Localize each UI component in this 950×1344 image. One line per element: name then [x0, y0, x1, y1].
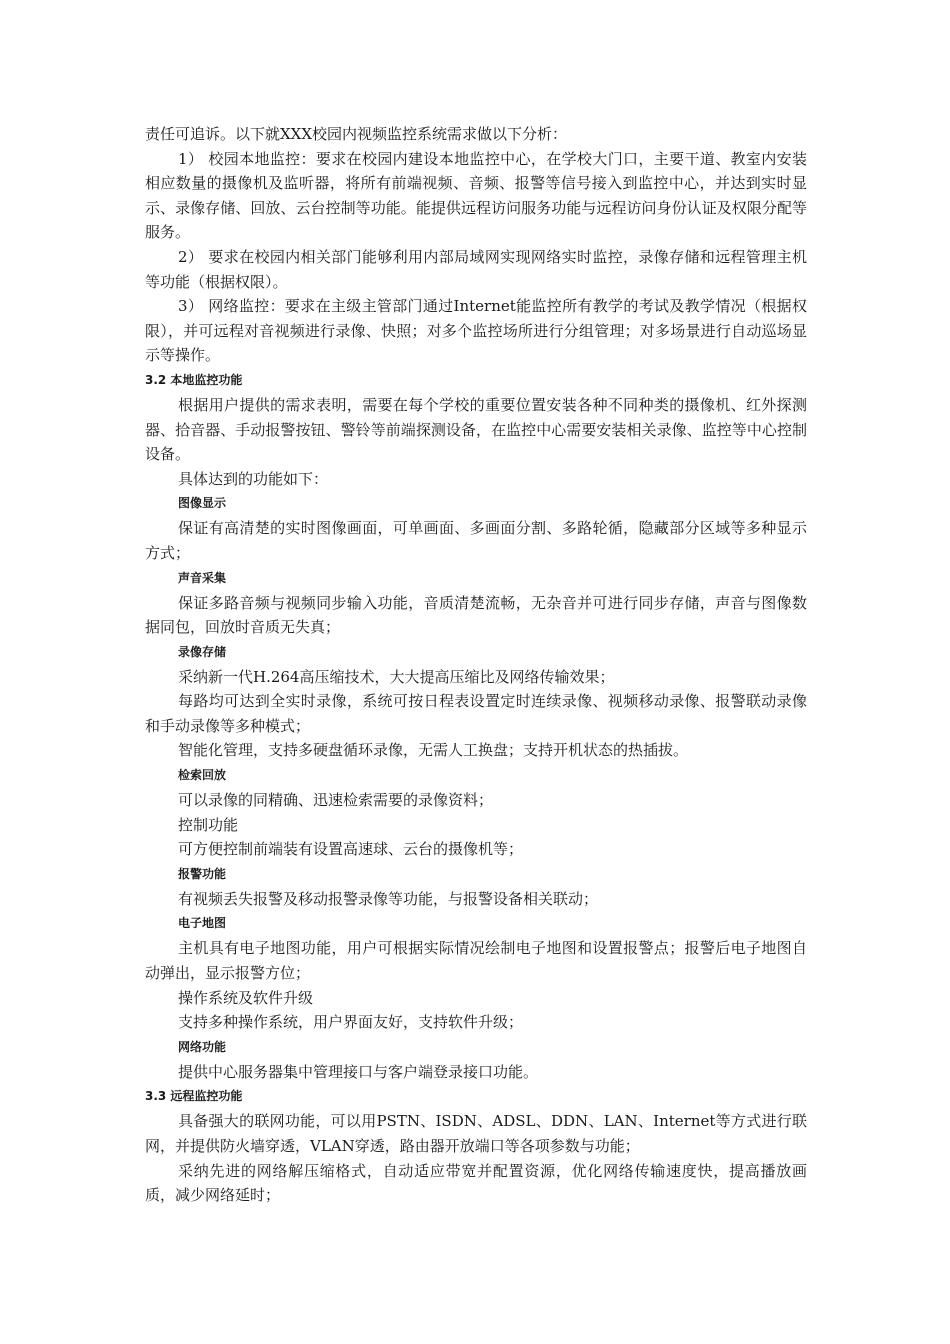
section-heading: 3.3 远程监控功能: [145, 1089, 243, 1104]
paragraph: 可方便控制前端装有设置高速球、云台的摄像机等；: [178, 840, 524, 859]
paragraph: 提供中心服务器集中管理接口与客户端登录接口功能。: [178, 1062, 539, 1081]
paragraph: 保证多路音频与视频同步输入功能，音质清楚流畅，无杂音并可进行同步存储，声音与图像数据同包，回放时音质无失真；: [145, 593, 807, 637]
subsection-heading: 声音采集: [178, 570, 227, 585]
paragraph: 操作系统及软件升级: [178, 988, 314, 1007]
document-page: [145, 122, 807, 1208]
paragraph: 根据用户提供的需求表明，需要在每个学校的重要位置安装各种不同种类的摄像机、红外探测器、拾音器、手动报警按钮、警铃等前端探测设备，在监控中心需要安装相关录像、监控等中心控制设备。: [145, 395, 807, 464]
paragraph: 控制功能: [178, 815, 239, 834]
paragraph: 有视频丢失报警及移动报警录像等功能，与报警设备相关联动；: [178, 889, 599, 908]
subsection-heading: 网络功能: [178, 1039, 227, 1054]
paragraph: 保证有高清楚的实时图像画面，可单画面、多画面分割、多路轮循，隐藏部分区域等多种显示方式；: [145, 519, 807, 562]
paragraph: 3） 网络监控：要求在主级主管部门通过Internet能监控所有教学的考试及教学情况（根据权限），并可远程对音视频进行录像、快照；对多个监控场所进行分组管理；对多场景进行自动巡场显示等操作。: [145, 297, 807, 365]
paragraph: 具体达到的功能如下：: [178, 469, 329, 488]
subsection-heading: 报警功能: [178, 866, 227, 881]
subsection-heading: 检索回放: [178, 768, 227, 783]
paragraph: 1） 校园本地监控：要求在校园内建设本地监控中心，在学校大门口，主要干道、教室内安装相应数量的摄像机及监听器，将所有前端视频、音频、报警等信号接入到监控中心，并达到实时显示、录像存储、回放、云台控制等功能。能提供远程访问服务功能与远程访问身份认证及权限分配等服务。: [145, 149, 807, 242]
paragraph: 采纳新一代H.264高压缩技术，大大提高压缩比及网络传输效果；: [178, 667, 615, 686]
section-heading: 3.2 本地监控功能: [145, 372, 243, 387]
subsection-heading: 图像显示: [178, 496, 227, 511]
paragraph: 责任可追诉。以下就XXX校园内视频监控系统需求做以下分析：: [145, 125, 568, 143]
paragraph: 每路均可达到全实时录像，系统可按日程表设置定时连续录像、视频移动录像、报警联动录像和手动录像等多种模式；: [145, 692, 807, 735]
paragraph: 智能化管理，支持多硬盘循环录像，无需人工换盘；支持开机状态的热插拔。: [178, 741, 689, 760]
paragraph: 具备强大的联网功能，可以用PSTN、ISDN、ADSL、DDN、LAN、Internet等方式进行联网，并提供防火墙穿透，VLAN穿透，路由器开放端口等各项参数与功能；: [145, 1112, 807, 1155]
paragraph: 2） 要求在校园内相关部门能够利用内部局域网实现网络实时监控，录像存储和远程管理主机等功能（根据权限）。: [145, 247, 807, 291]
paragraph: 主机具有电子地图功能，用户可根据实际情况绘制电子地图和设置报警点；报警后电子地图自动弹出，显示报警方位；: [145, 939, 807, 983]
subsection-heading: 电子地图: [178, 916, 227, 931]
paragraph: 可以录像的同精确、迅速检索需要的录像资料；: [178, 791, 494, 810]
subsection-heading: 录像存储: [178, 644, 227, 659]
paragraph: 采纳先进的网络解压缩格式，自动适应带宽并配置资源，优化网络传输速度快，提高播放画质，减少网络延时；: [145, 1161, 807, 1205]
paragraph: 支持多种操作系统，用户界面友好，支持软件升级；: [178, 1013, 524, 1032]
